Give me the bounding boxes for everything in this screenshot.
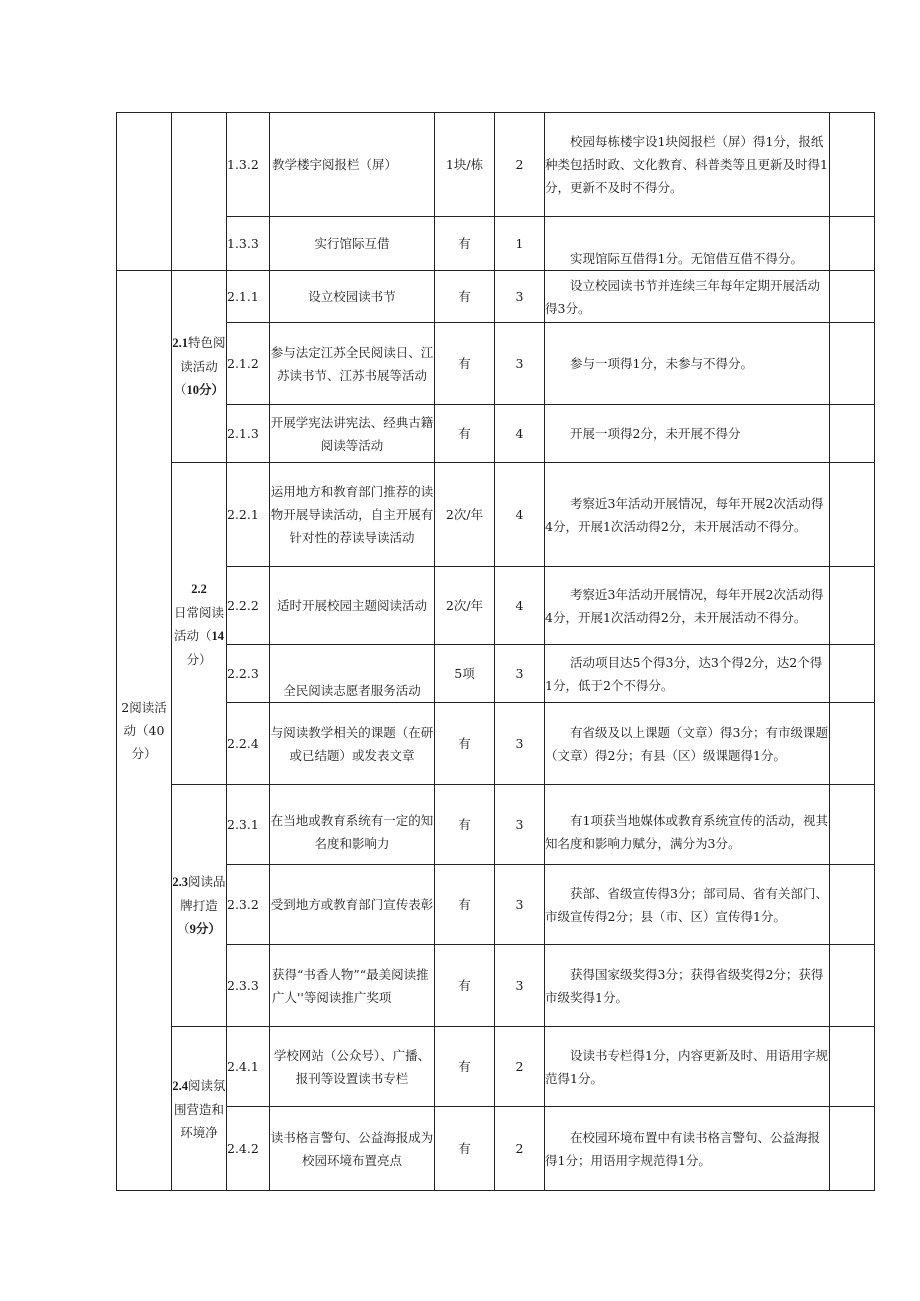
level2-tail: 分） [186, 651, 212, 667]
row-code: 2.3.3 [227, 945, 270, 1027]
level2-number: 2.2 [191, 581, 207, 596]
row-code: 2.4.2 [227, 1107, 270, 1191]
table-row [117, 113, 875, 217]
level2-score: 14 [211, 628, 224, 643]
row-description: 考察近3年活动开展情况，每年开展2次活动得4分，开展1次活动得2分，未开展活动不得分。 [545, 463, 830, 567]
row-item: 在当地或教育系统有一定的知名度和影响力 [270, 785, 435, 865]
row-code: 2.3.1 [227, 785, 270, 865]
row-code: 2.1.3 [227, 405, 270, 463]
row-item: 教学楼宇阅报栏（屏） [270, 113, 435, 217]
row-item: 开展学宪法讲宪法、经典古籍阅读等活动 [270, 405, 435, 463]
row-remark [830, 217, 875, 271]
level2-number: 2.3 [172, 875, 189, 889]
row-score: 3 [495, 323, 545, 405]
row-item: 与阅读教学相关的课题（在研或已结题）或发表文章 [270, 703, 435, 785]
scoring-table [116, 112, 875, 1191]
row-score: 3 [495, 271, 545, 323]
row-score: 3 [495, 945, 545, 1027]
row-code: 1.3.3 [227, 217, 270, 271]
table-row [117, 645, 875, 703]
row-code: 2.4.1 [227, 1027, 270, 1107]
row-description: 获得国家级奖得3分；获得省级奖得2分；获得市级奖得1分。 [545, 945, 830, 1027]
level2-number: 2.1 [172, 336, 189, 350]
table-row [117, 323, 875, 405]
row-standard: 有 [435, 703, 495, 785]
row-remark [830, 865, 875, 945]
row-score: 2 [495, 113, 545, 217]
level2-score: 9分） [189, 922, 221, 936]
level2-text: 阅读品牌打造（ [177, 874, 226, 936]
row-item: 适时开展校园主题阅读活动 [270, 567, 435, 645]
level2-special-reading [172, 271, 227, 463]
row-description: 有省级及以上课题（文章）得3分；有市级课题（文章）得2分；有县（区）级课题得1分。 [545, 703, 830, 785]
row-item: 设立校园读书节 [270, 271, 435, 323]
level2-text: 日常阅读活动（ [173, 604, 224, 643]
row-score: 4 [495, 405, 545, 463]
row-description: 设立校园读书节并连续三年每年定期开展活动得3分。 [545, 271, 830, 323]
row-code: 2.2.3 [227, 645, 270, 703]
row-standard: 有 [435, 323, 495, 405]
table-row [117, 1027, 875, 1107]
row-description: 有1项获当地媒体或教育系统宣传的活动，视其知名度和影响力赋分，满分为3分。 [545, 785, 830, 865]
row-description: 在校园环境布置中有读书格言警句、公益海报得1分；用语用字规范得1分。 [545, 1107, 830, 1191]
row-score: 3 [495, 703, 545, 785]
row-description: 考察近3年活动开展情况，每年开展2次活动得4分，开展1次活动得2分，未开展活动不得分。 [545, 567, 830, 645]
row-code: 2.2.2 [227, 567, 270, 645]
table-row [117, 405, 875, 463]
row-description: 开展一项得2分，未开展不得分 [545, 405, 830, 463]
row-description: 设读书专栏得1分，内容更新及时、用语用字规范得1分。 [545, 1027, 830, 1107]
table-row [117, 463, 875, 567]
table-row [117, 865, 875, 945]
table-row [117, 271, 875, 323]
row-code: 2.3.2 [227, 865, 270, 945]
row-score: 2 [495, 1027, 545, 1107]
row-standard: 有 [435, 1027, 495, 1107]
row-code: 2.2.4 [227, 703, 270, 785]
row-standard: 有 [435, 865, 495, 945]
row-item: 学校网站（公众号）、广播、报刊等设置读书专栏 [270, 1027, 435, 1107]
row-standard: 有 [435, 785, 495, 865]
row-item: 全民阅读志愿者服务活动 [270, 645, 435, 703]
level2-daily-reading [172, 463, 227, 785]
row-description: 获部、省级宣传得3分；部司局、省有关部门、市级宣传得2分；县（市、区）宣传得1分。 [545, 865, 830, 945]
level1-reading-activities: 2阅读活动（40分） [117, 271, 172, 1191]
row-item: 获得“书香人物”“最美阅读推广人''等阅读推广奖项 [270, 945, 435, 1027]
row-standard: 有 [435, 945, 495, 1027]
level2-score: 10分） [186, 383, 225, 397]
row-code: 2.1.1 [227, 271, 270, 323]
row-item: 读书格言警句、公益海报成为校园环境布置亮点 [270, 1107, 435, 1191]
table-row [117, 703, 875, 785]
row-item: 参与法定江苏全民阅读日、江苏读书节、江苏书展等活动 [270, 323, 435, 405]
row-code: 2.1.2 [227, 323, 270, 405]
row-remark [830, 323, 875, 405]
row-score: 3 [495, 865, 545, 945]
row-remark [830, 1107, 875, 1191]
row-standard: 2次/年 [435, 567, 495, 645]
row-description: 活动项目达5个得3分，达3个得2分，达2个得1分，低于2个不得分。 [545, 645, 830, 703]
row-remark [830, 945, 875, 1027]
row-standard: 1块/栋 [435, 113, 495, 217]
row-standard: 有 [435, 217, 495, 271]
row-item: 运用地方和教育部门推荐的读物开展导读活动，自主开展有针对性的荐读导读活动 [270, 463, 435, 567]
level2-number: 2.4 [172, 1078, 189, 1093]
table-row [117, 217, 875, 271]
row-score: 3 [495, 645, 545, 703]
row-standard: 有 [435, 405, 495, 463]
row-remark [830, 405, 875, 463]
row-remark [830, 567, 875, 645]
row-standard: 2次/年 [435, 463, 495, 567]
row-remark [830, 1027, 875, 1107]
row-description: 参与一项得1分，未参与不得分。 [545, 323, 830, 405]
level2-reading-brand [172, 785, 227, 1027]
level1-cell-empty [117, 113, 172, 271]
table-row [117, 567, 875, 645]
row-standard: 有 [435, 271, 495, 323]
row-score: 2 [495, 1107, 545, 1191]
row-standard: 有 [435, 1107, 495, 1191]
level2-text: 特色阅读活动（ [173, 335, 226, 397]
row-code: 2.2.1 [227, 463, 270, 567]
row-score: 3 [495, 785, 545, 865]
row-description: 校园每栋楼宇设1块阅报栏（屏）得1分，报纸种类包括时政、文化教育、科普类等且更新及时得1分，更新不及时不得分。 [545, 113, 830, 217]
level2-text: 阅读氛围营造和环境净 [173, 1077, 226, 1140]
row-remark [830, 645, 875, 703]
row-standard: 5项 [435, 645, 495, 703]
table-row [117, 945, 875, 1027]
level2-reading-atmosphere [172, 1027, 227, 1191]
row-description: 实现馆际互借得1分。无馆借互借不得分。 [545, 217, 830, 271]
row-score: 4 [495, 567, 545, 645]
table-row [117, 1107, 875, 1191]
row-score: 1 [495, 217, 545, 271]
row-item: 受到地方或教育部门宣传表彰 [270, 865, 435, 945]
level2-cell-empty [172, 113, 227, 271]
row-remark [830, 785, 875, 865]
table-row [117, 785, 875, 865]
row-remark [830, 463, 875, 567]
row-remark [830, 703, 875, 785]
row-remark [830, 271, 875, 323]
row-code: 1.3.2 [227, 113, 270, 217]
row-score: 4 [495, 463, 545, 567]
row-item: 实行馆际互借 [270, 217, 435, 271]
row-remark [830, 113, 875, 217]
